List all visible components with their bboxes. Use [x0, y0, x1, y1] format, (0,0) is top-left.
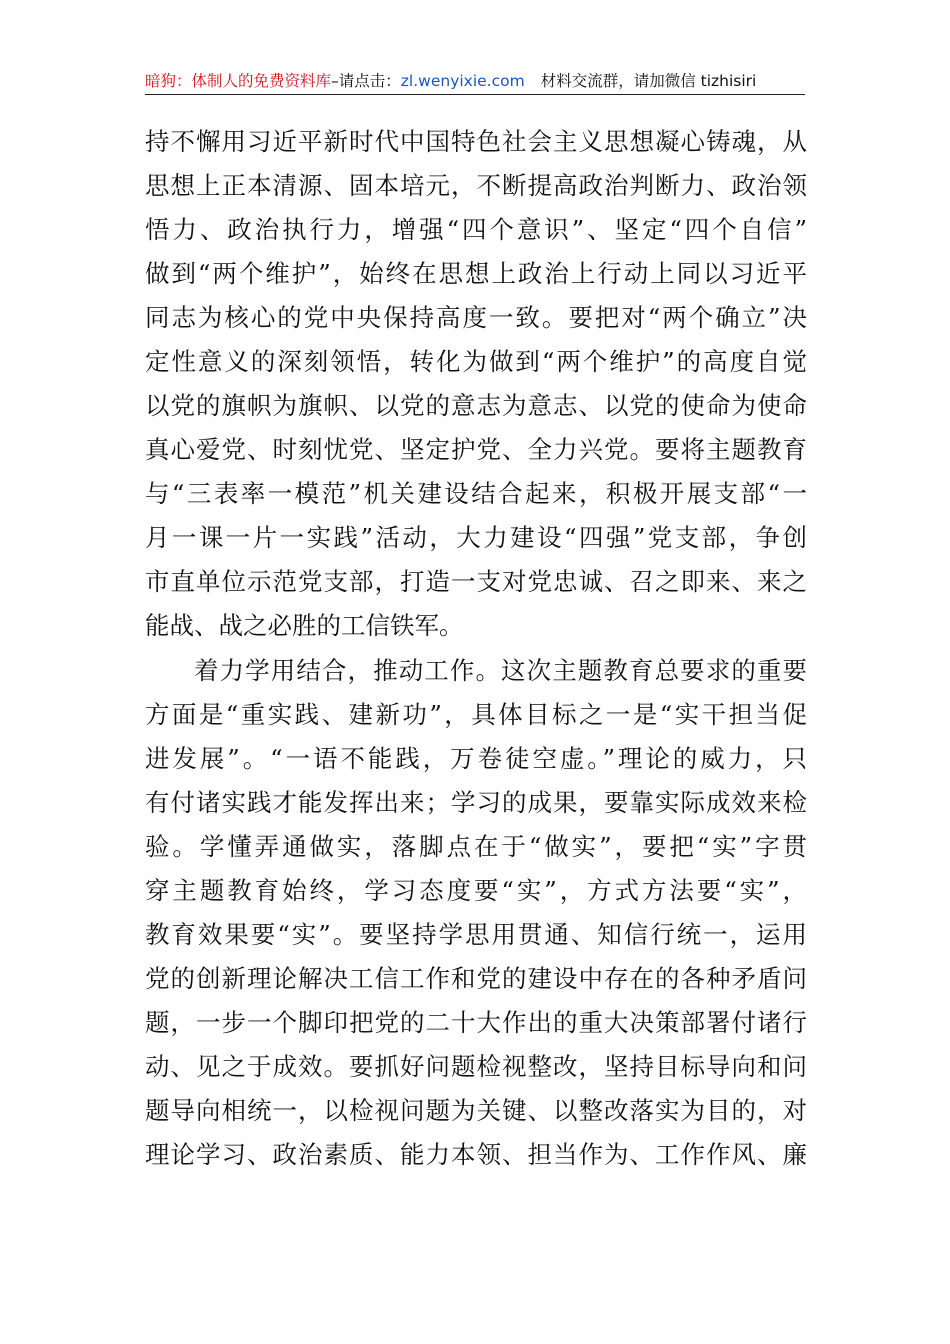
text-line: 做到“两个维护”，始终在思想上政治上行动上同以习近平	[145, 259, 807, 288]
text-line: 党的创新理论解决工信工作和党的建设中存在的各种矛盾问	[145, 964, 807, 993]
paragraph-end-line: 能战、战之必胜的工信铁军。	[145, 611, 464, 640]
header-link[interactable]: zl.wenyixie.com	[400, 72, 525, 90]
text-line: 进发展”。“一语不能践，万卷徒空虚。”理论的威力，只	[145, 744, 807, 773]
text-line: 月一课一片一实践”活动，大力建设“四强”党支部，争创	[145, 523, 807, 552]
text-line: 穿主题教育始终，学习态度要“实”，方式方法要“实”，	[145, 876, 807, 905]
text-line: 定性意义的深刻领悟，转化为做到“两个维护”的高度自觉	[145, 347, 807, 376]
text-line: 思想上正本清源、固本培元，不断提高政治判断力、政治领	[145, 171, 807, 200]
text-line: 教育效果要“实”。要坚持学思用贯通、知信行统一，运用	[145, 920, 807, 949]
text-line: 市直单位示范党支部，打造一支对党忠诚、召之即来、来之	[145, 567, 807, 596]
document-body	[145, 120, 807, 1177]
text-line: 验。学懂弄通做实，落脚点在于“做实”，要把“实”字贯	[145, 832, 807, 861]
text-line: 方面是“重实践、建新功”，具体目标之一是“实干担当促	[145, 700, 807, 729]
text-line: 题，一步一个脚印把党的二十大作出的重大决策部署付诸行	[145, 1008, 807, 1037]
text-line: 动、见之于成效。要抓好问题检视整改，坚持目标导向和问	[145, 1052, 807, 1081]
text-line: 悟力、政治执行力，增强“四个意识”、坚定“四个自信”	[145, 215, 807, 244]
text-line: 与“三表率一模范”机关建设结合起来，积极开展支部“一	[145, 479, 807, 508]
text-line: 理论学习、政治素质、能力本领、担当作为、工作作风、廉	[145, 1140, 807, 1169]
text-line: 题导向相统一，以检视问题为关键、以整改落实为目的，对	[145, 1096, 807, 1125]
text-line: 有付诸实践才能发挥出来；学习的成果，要靠实际成效来检	[145, 788, 807, 817]
header-brand: 暗狗：体制人的免费资料库	[145, 72, 332, 90]
header-contact: 材料交流群，请加微信 tizhisiri	[540, 72, 757, 90]
header-divider	[145, 94, 805, 95]
text-line: 同志为核心的党中央保持高度一致。要把对“两个确立”决	[145, 303, 807, 332]
header-prompt: –请点击：	[331, 72, 401, 90]
page-header	[145, 68, 805, 94]
paragraph-start-line: 着力学用结合，推动工作。这次主题教育总要求的重要	[194, 656, 807, 685]
text-line: 真心爱党、时刻忧党、坚定护党、全力兴党。要将主题教育	[145, 435, 807, 464]
text-line: 持不懈用习近平新时代中国特色社会主义思想凝心铸魂，从	[145, 127, 807, 156]
text-line: 以党的旗帜为旗帜、以党的意志为意志、以党的使命为使命	[145, 391, 807, 420]
